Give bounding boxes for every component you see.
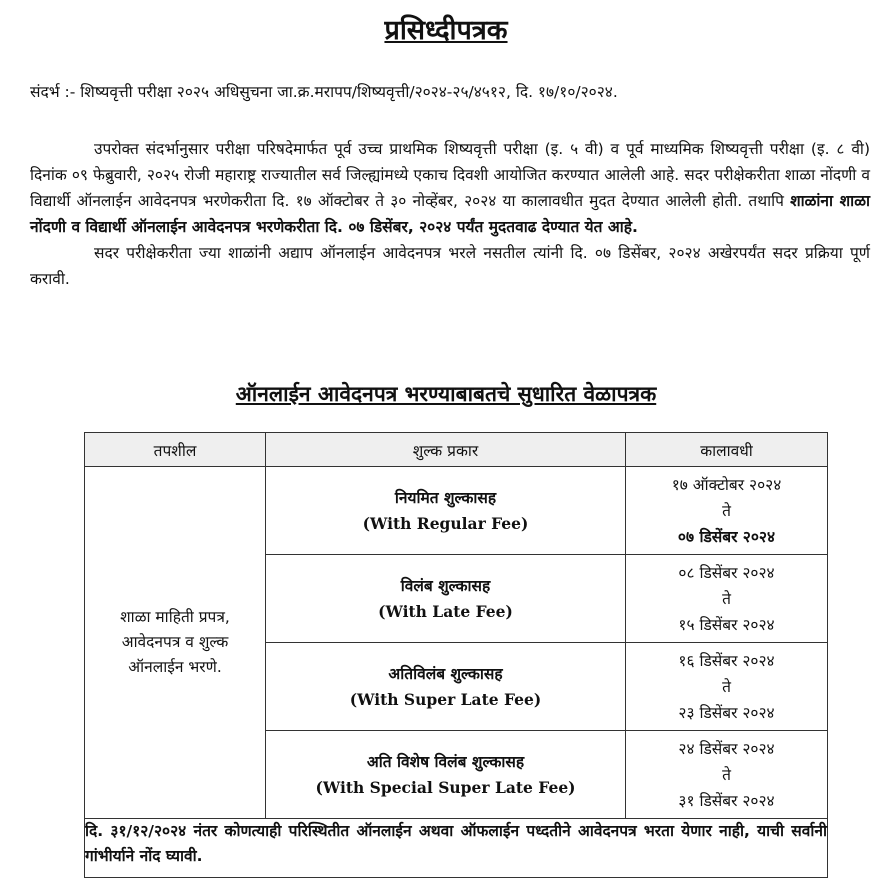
period-to: ०७ डिसेंबर २०२४ [677,527,776,546]
header-details: तपशील [85,433,266,467]
table-note: दि. ३१/१२/२०२४ नंतर कोणत्याही परिस्थितीत ऑनलाईन अथवा ऑफलाईन पध्दतीने आवेदनपत्र भरता येणार नाही, याची सर्वानी गांभीर्याने नोंद घ्यावी. [85,819,828,878]
period-to: २३ डिसेंबर २०२४ [678,703,775,722]
period-cell [626,467,828,555]
period-to-word: ते [722,589,731,608]
fee-type-english: (With Late Fee) [378,601,513,621]
header-period: कालावधी [626,433,828,467]
fee-type-cell [266,555,626,643]
fee-type-marathi: नियमित शुल्कासह [394,488,497,507]
details-line: ऑनलाईन भरणे. [128,658,222,676]
period-to: ३१ डिसेंबर २०२४ [678,791,775,810]
table-note-row [85,819,828,878]
table-header-row [85,433,828,467]
period-to: १५ डिसेंबर २०२४ [678,615,775,634]
period-to-word: ते [722,765,731,784]
fee-type-marathi: विलंब शुल्कासह [400,576,491,595]
table-row [85,467,828,555]
period-to-word: ते [722,677,731,696]
reference-line: संदर्भ :- शिष्यवृत्ती परीक्षा २०२५ अधिसुचना जा.क्र.मरापप/शिष्यवृत्ती/२०२४-२५/४५१२, दि. १७/१०/२०२४. [30,83,618,101]
period-from: १६ डिसेंबर २०२४ [678,651,775,670]
body-text [30,136,870,292]
paragraph-2: सदर परीक्षेकरीता ज्या शाळांनी अद्याप ऑनलाईन आवेदनपत्र भरले नसतील त्यांनी दि. ०७ डिसेंबर, २०२४ अखेरपर्यंत सदर प्रक्रिया पूर्ण करावी. [30,244,870,288]
period-cell [626,643,828,731]
period-from: १७ ऑक्टोबर २०२४ [671,475,782,494]
details-cell [85,467,266,819]
fee-type-cell [266,467,626,555]
fee-type-english: (With Regular Fee) [362,513,529,533]
period-cell [626,555,828,643]
fee-type-marathi: अति विशेष विलंब शुल्कासह [366,752,525,771]
details-line: शाळा माहिती प्रपत्र, [120,608,230,626]
period-to-word: ते [722,501,731,520]
schedule-title: ऑनलाईन आवेदनपत्र भरण्याबाबतचे सुधारित वेळापत्रक [235,382,657,406]
fee-type-marathi: अतिविलंब शुल्कासह [388,664,503,683]
header-fee-type: शुल्क प्रकार [266,433,626,467]
fee-type-english: (With Special Super Late Fee) [315,777,576,797]
period-cell [626,731,828,819]
period-from: ०८ डिसेंबर २०२४ [678,563,775,582]
period-from: २४ डिसेंबर २०२४ [678,739,775,758]
paragraph-1-text: उपरोक्त संदर्भानुसार परीक्षा परिषदेमार्फत पूर्व उच्च प्राथमिक शिष्यवृत्ती परीक्षा (इ. ५ वी) व पूर्व माध्यमिक शिष्यवृत्ती परीक्षा (इ. ८ वी) दिनांक ०९ फेब्रुवारी, २०२५ रोजी महाराष्ट्र राज्यातील सर्व जिल्ह्यांमध्ये एकाच दिवशी आयोजित करण्यात आलेली आहे. सदर परीक्षेकरीता शाळा नोंदणी व विद्यार्थी ऑनलाईन आवेदनपत्र भरणेकरीता दि. १७ ऑक्टोबर ते ३० नोव्हेंबर, २०२४ या कालावधीत मुदत देण्यात आलेली होती. तथापि [30,140,870,210]
fee-type-english: (With Super Late Fee) [349,689,542,709]
paragraph-1-bold-text: शाळांना शाळा नोंदणी व विद्यार्थी ऑनलाईन आवेदनपत्र भरणेकरीता दि. ०७ डिसेंबर, २०२४ पर्यंत मुदतवाढ देण्यात येत आहे. [30,192,870,236]
schedule-table [84,432,828,878]
paragraph-1 [30,136,870,240]
fee-type-cell [266,643,626,731]
page-title: प्रसिध्दीपत्रक [384,15,508,46]
details-line: आवेदनपत्र व शुल्क [121,633,229,651]
fee-type-cell [266,731,626,819]
